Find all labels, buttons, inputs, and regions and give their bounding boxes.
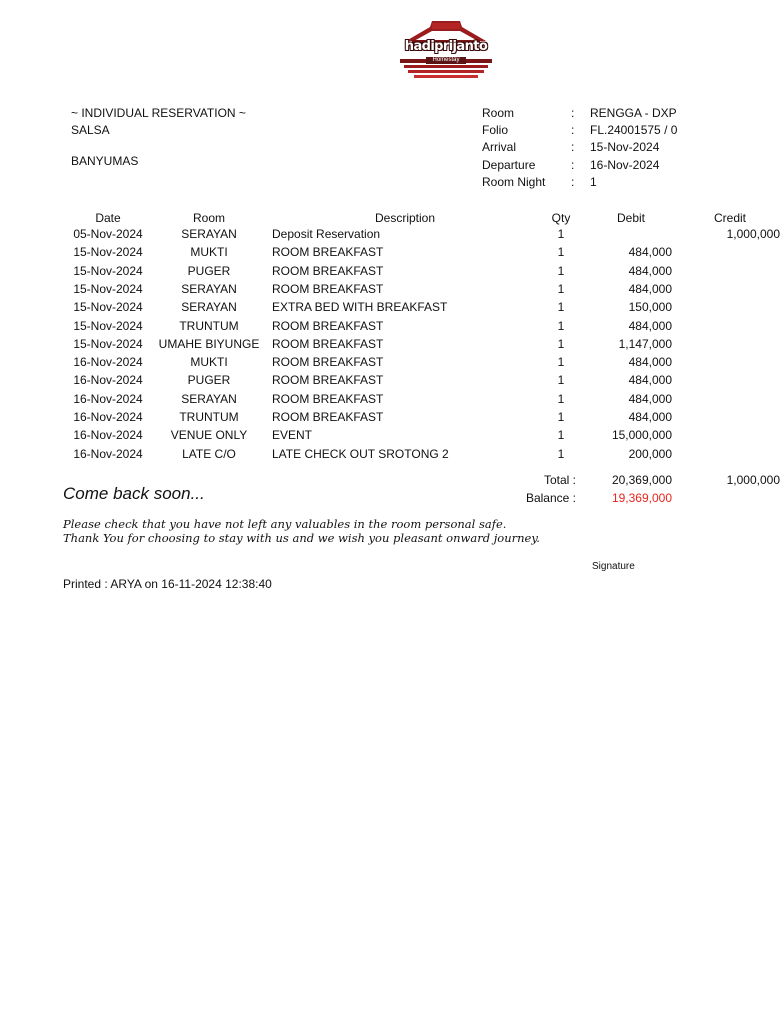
safe-notice: Please check that you have not left any valuables in the room personal safe. — [63, 517, 507, 531]
cell-room: VENUE ONLY — [170, 428, 248, 442]
cell-room: LATE C/O — [182, 447, 236, 461]
cell-description: ROOM BREAKFAST — [272, 392, 384, 406]
cell-qty: 1 — [557, 392, 565, 406]
table-row — [0, 447, 730, 465]
header-credit: Credit — [713, 211, 746, 225]
table-row — [0, 319, 730, 337]
cell-date: 16-Nov-2024 — [73, 373, 143, 387]
cell-debit: 484,000 — [628, 264, 672, 278]
header-date: Date — [95, 211, 121, 225]
header-debit: Debit — [616, 211, 645, 225]
cell-room: SERAYAN — [181, 392, 237, 406]
arrival-value: 15-Nov-2024 — [590, 140, 660, 154]
room-label: Room — [482, 106, 515, 120]
colon: : — [571, 106, 575, 120]
table-row — [0, 300, 730, 318]
printed-info: Printed : ARYA on 16-11-2024 12:38:40 — [63, 577, 272, 591]
cell-qty: 1 — [557, 447, 565, 461]
cell-room: TRUNTUM — [179, 319, 239, 333]
table-row — [0, 355, 730, 373]
logo-wordmark: hadiprijanto — [404, 39, 488, 54]
header-description: Description — [374, 211, 436, 225]
cell-room: UMAHE BIYUNGE — [158, 337, 260, 351]
cell-qty: 1 — [557, 428, 565, 442]
cell-date: 16-Nov-2024 — [73, 428, 143, 442]
cell-qty: 1 — [557, 282, 565, 296]
cell-date: 15-Nov-2024 — [73, 245, 143, 259]
folio-label: Folio — [482, 123, 509, 137]
table-row — [0, 373, 730, 391]
cell-date: 16-Nov-2024 — [73, 410, 143, 424]
guest-name: SALSA — [71, 123, 110, 137]
cell-description: ROOM BREAKFAST — [272, 355, 384, 369]
room-night-label: Room Night — [482, 175, 546, 189]
header-room: Room — [192, 211, 225, 225]
table-row — [0, 392, 730, 410]
table-row — [0, 227, 780, 245]
departure-label: Departure — [482, 158, 536, 172]
cell-room: PUGER — [187, 264, 231, 278]
cell-date: 15-Nov-2024 — [73, 337, 143, 351]
colon: : — [571, 175, 575, 189]
cell-debit: 484,000 — [628, 282, 672, 296]
arrival-label: Arrival — [482, 140, 517, 154]
cell-description: LATE CHECK OUT SROTONG 2 — [272, 447, 449, 461]
cell-qty: 1 — [557, 373, 565, 387]
total-label: Total : — [543, 473, 576, 487]
cell-debit: 15,000,000 — [611, 428, 672, 442]
cell-debit: 484,000 — [628, 245, 672, 259]
balance-value: 19,369,000 — [611, 491, 672, 505]
cell-description: ROOM BREAKFAST — [272, 410, 384, 424]
cell-description: ROOM BREAKFAST — [272, 319, 384, 333]
cell-room: PUGER — [187, 373, 231, 387]
room-night-value: 1 — [590, 175, 597, 189]
thank-you-notice: Thank You for choosing to stay with us and we wish you pleasant onward journey. — [63, 531, 540, 545]
cell-debit: 200,000 — [628, 447, 672, 461]
colon: : — [571, 158, 575, 172]
cell-date: 05-Nov-2024 — [73, 227, 143, 241]
cell-description: ROOM BREAKFAST — [272, 245, 384, 259]
cell-qty: 1 — [557, 300, 565, 314]
cell-qty: 1 — [557, 319, 565, 333]
table-row — [0, 264, 730, 282]
signature-label: Signature — [592, 561, 635, 572]
cell-date: 15-Nov-2024 — [73, 264, 143, 278]
hotel-logo — [396, 19, 496, 83]
cell-room: SERAYAN — [181, 227, 237, 241]
come-back-message: Come back soon... — [63, 484, 205, 503]
table-row — [0, 282, 730, 300]
cell-description: ROOM BREAKFAST — [272, 264, 384, 278]
cell-qty: 1 — [557, 227, 565, 241]
cell-description: ROOM BREAKFAST — [272, 337, 384, 351]
cell-room: TRUNTUM — [179, 410, 239, 424]
cell-qty: 1 — [557, 264, 565, 278]
cell-description: Deposit Reservation — [272, 227, 381, 241]
colon: : — [571, 140, 575, 154]
cell-room: SERAYAN — [181, 300, 237, 314]
cell-qty: 1 — [557, 355, 565, 369]
cell-description: ROOM BREAKFAST — [272, 373, 384, 387]
departure-value: 16-Nov-2024 — [590, 158, 660, 172]
cell-date: 16-Nov-2024 — [73, 355, 143, 369]
total-debit: 20,369,000 — [611, 473, 672, 487]
cell-room: MUKTI — [190, 355, 228, 369]
cell-room: SERAYAN — [181, 282, 237, 296]
total-credit: 1,000,000 — [726, 473, 780, 487]
header-qty: Qty — [551, 211, 571, 225]
room-value: RENGGA - DXP — [590, 106, 677, 120]
cell-credit: 1,000,000 — [726, 227, 780, 241]
cell-date: 15-Nov-2024 — [73, 282, 143, 296]
table-row — [0, 337, 730, 355]
cell-qty: 1 — [557, 337, 565, 351]
cell-debit: 484,000 — [628, 355, 672, 369]
colon: : — [571, 123, 575, 137]
cell-description: EVENT — [272, 428, 313, 442]
cell-qty: 1 — [557, 245, 565, 259]
cell-date: 16-Nov-2024 — [73, 392, 143, 406]
cell-description: EXTRA BED WITH BREAKFAST — [272, 300, 448, 314]
cell-debit: 484,000 — [628, 392, 672, 406]
folio-value: FL.24001575 / 0 — [590, 123, 678, 137]
cell-qty: 1 — [557, 410, 565, 424]
cell-debit: 484,000 — [628, 319, 672, 333]
table-row — [0, 245, 730, 263]
reservation-type: ~ INDIVIDUAL RESERVATION ~ — [71, 106, 246, 120]
cell-debit: 484,000 — [628, 373, 672, 387]
cell-date: 16-Nov-2024 — [73, 447, 143, 461]
cell-date: 15-Nov-2024 — [73, 319, 143, 333]
logo-subtext: Homestay — [426, 57, 466, 64]
table-row — [0, 428, 730, 446]
cell-debit: 1,147,000 — [618, 337, 672, 351]
cell-debit: 484,000 — [628, 410, 672, 424]
cell-debit: 150,000 — [628, 300, 672, 314]
cell-room: MUKTI — [190, 245, 228, 259]
guest-city: BANYUMAS — [71, 154, 139, 168]
cell-description: ROOM BREAKFAST — [272, 282, 384, 296]
balance-label: Balance : — [525, 491, 576, 505]
cell-date: 15-Nov-2024 — [73, 300, 143, 314]
table-row — [0, 410, 730, 428]
